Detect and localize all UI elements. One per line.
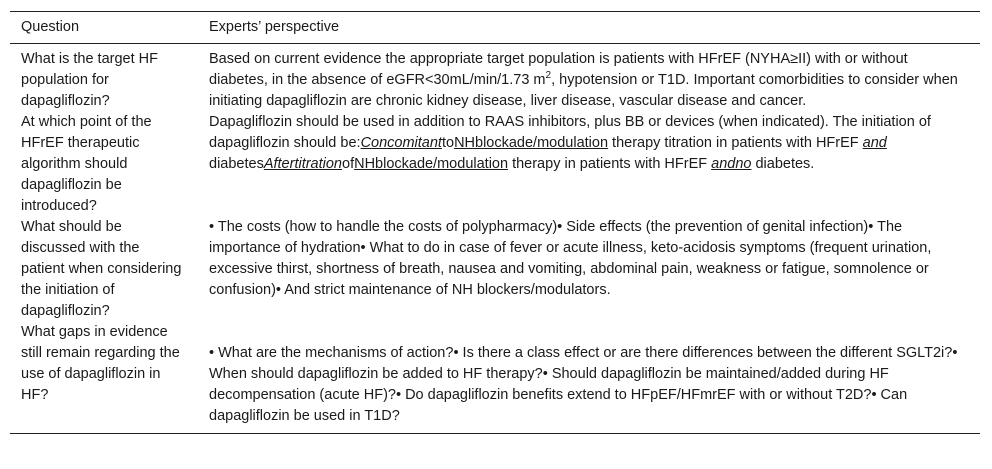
answer-text: of: [342, 156, 355, 172]
answer-text: • What are the mechanisms of action?• Is there a class effect or are there differences between the different SGLT2i?• When should dapagliflozin be added to HF therapy?• Should dapagliflozin be maintained/added during HF decompensation (acute HF)?• Do dapagliflozin benefits extend to HFpEF/HFmrEF with or without T2D?• Can dapagliflozin be used in T1D?: [209, 345, 958, 424]
emphasis-text: andno: [711, 156, 752, 172]
answer-text: to: [441, 135, 455, 151]
table-row: [10, 217, 980, 322]
underlined-text: NHblockade/modulation: [354, 156, 509, 172]
answer-cell: [198, 322, 980, 434]
question-cell: What is the target HF population for dapagliflozin?: [21, 51, 158, 109]
emphasis-text: Aftertitration: [263, 156, 342, 172]
expert-perspective-table: [10, 11, 980, 434]
table-header-row: [10, 12, 980, 44]
question-cell: What gaps in evidence still remain regarding the use of dapagliflozin in HF?: [10, 322, 198, 434]
question-cell: What should be discussed with the patient when considering the initiation of dapagliflozin?: [21, 219, 182, 319]
emphasis-text: and: [862, 135, 887, 151]
answer-text: diabetes: [209, 156, 264, 172]
answer-text: Based on current evidence the appropriate target population is patients with HFrEF (NYHA≥II) with or without diabetes, in the absence of eGFR<30mL/min/1.73 m: [209, 51, 908, 88]
answer-text: therapy titration in patients with HFrEF: [608, 135, 863, 151]
answer-text: Dapagliflozin should be used in addition to RAAS inhibitors, plus BB or devices (when indicated). The initiation of dapagliflozin should be:: [209, 114, 931, 151]
superscript: 2: [545, 70, 552, 82]
answer-text: diabetes.: [751, 156, 815, 172]
table-row: [10, 112, 980, 217]
spacer: [209, 322, 969, 343]
column-header-question: Question: [10, 12, 198, 44]
table-row: [10, 44, 980, 113]
column-header-perspective: Experts’ perspective: [198, 12, 980, 44]
answer-text: therapy in patients with HFrEF: [508, 156, 712, 172]
table-row: [10, 322, 980, 434]
question-cell: At which point of the HFrEF therapeutic algorithm should dapagliflozin be introduced?: [21, 114, 152, 214]
underlined-text: NHblockade/modulation: [454, 135, 609, 151]
answer-cell: • The costs (how to handle the costs of polypharmacy)• Side effects (the prevention of genital infection)• The importance of hydration• What to do in case of fever or acute illness, keto-acidosis symptoms (frequent urination, excessive thirst, shortness of breath, nausea and vomiting, abdominal pain, weakness or fatigue, somnolence or confusion)• And strict maintenance of NH blockers/modulators.: [209, 219, 932, 298]
answer-cell: [198, 44, 980, 113]
answer-text: , hypotension or T1D. Important comorbidities to consider when initiating dapagliflozin are chronic kidney disease, liver disease, vascular disease and cancer.: [209, 72, 958, 109]
emphasis-text: Concomitant: [360, 135, 442, 151]
answer-cell: [198, 112, 980, 217]
